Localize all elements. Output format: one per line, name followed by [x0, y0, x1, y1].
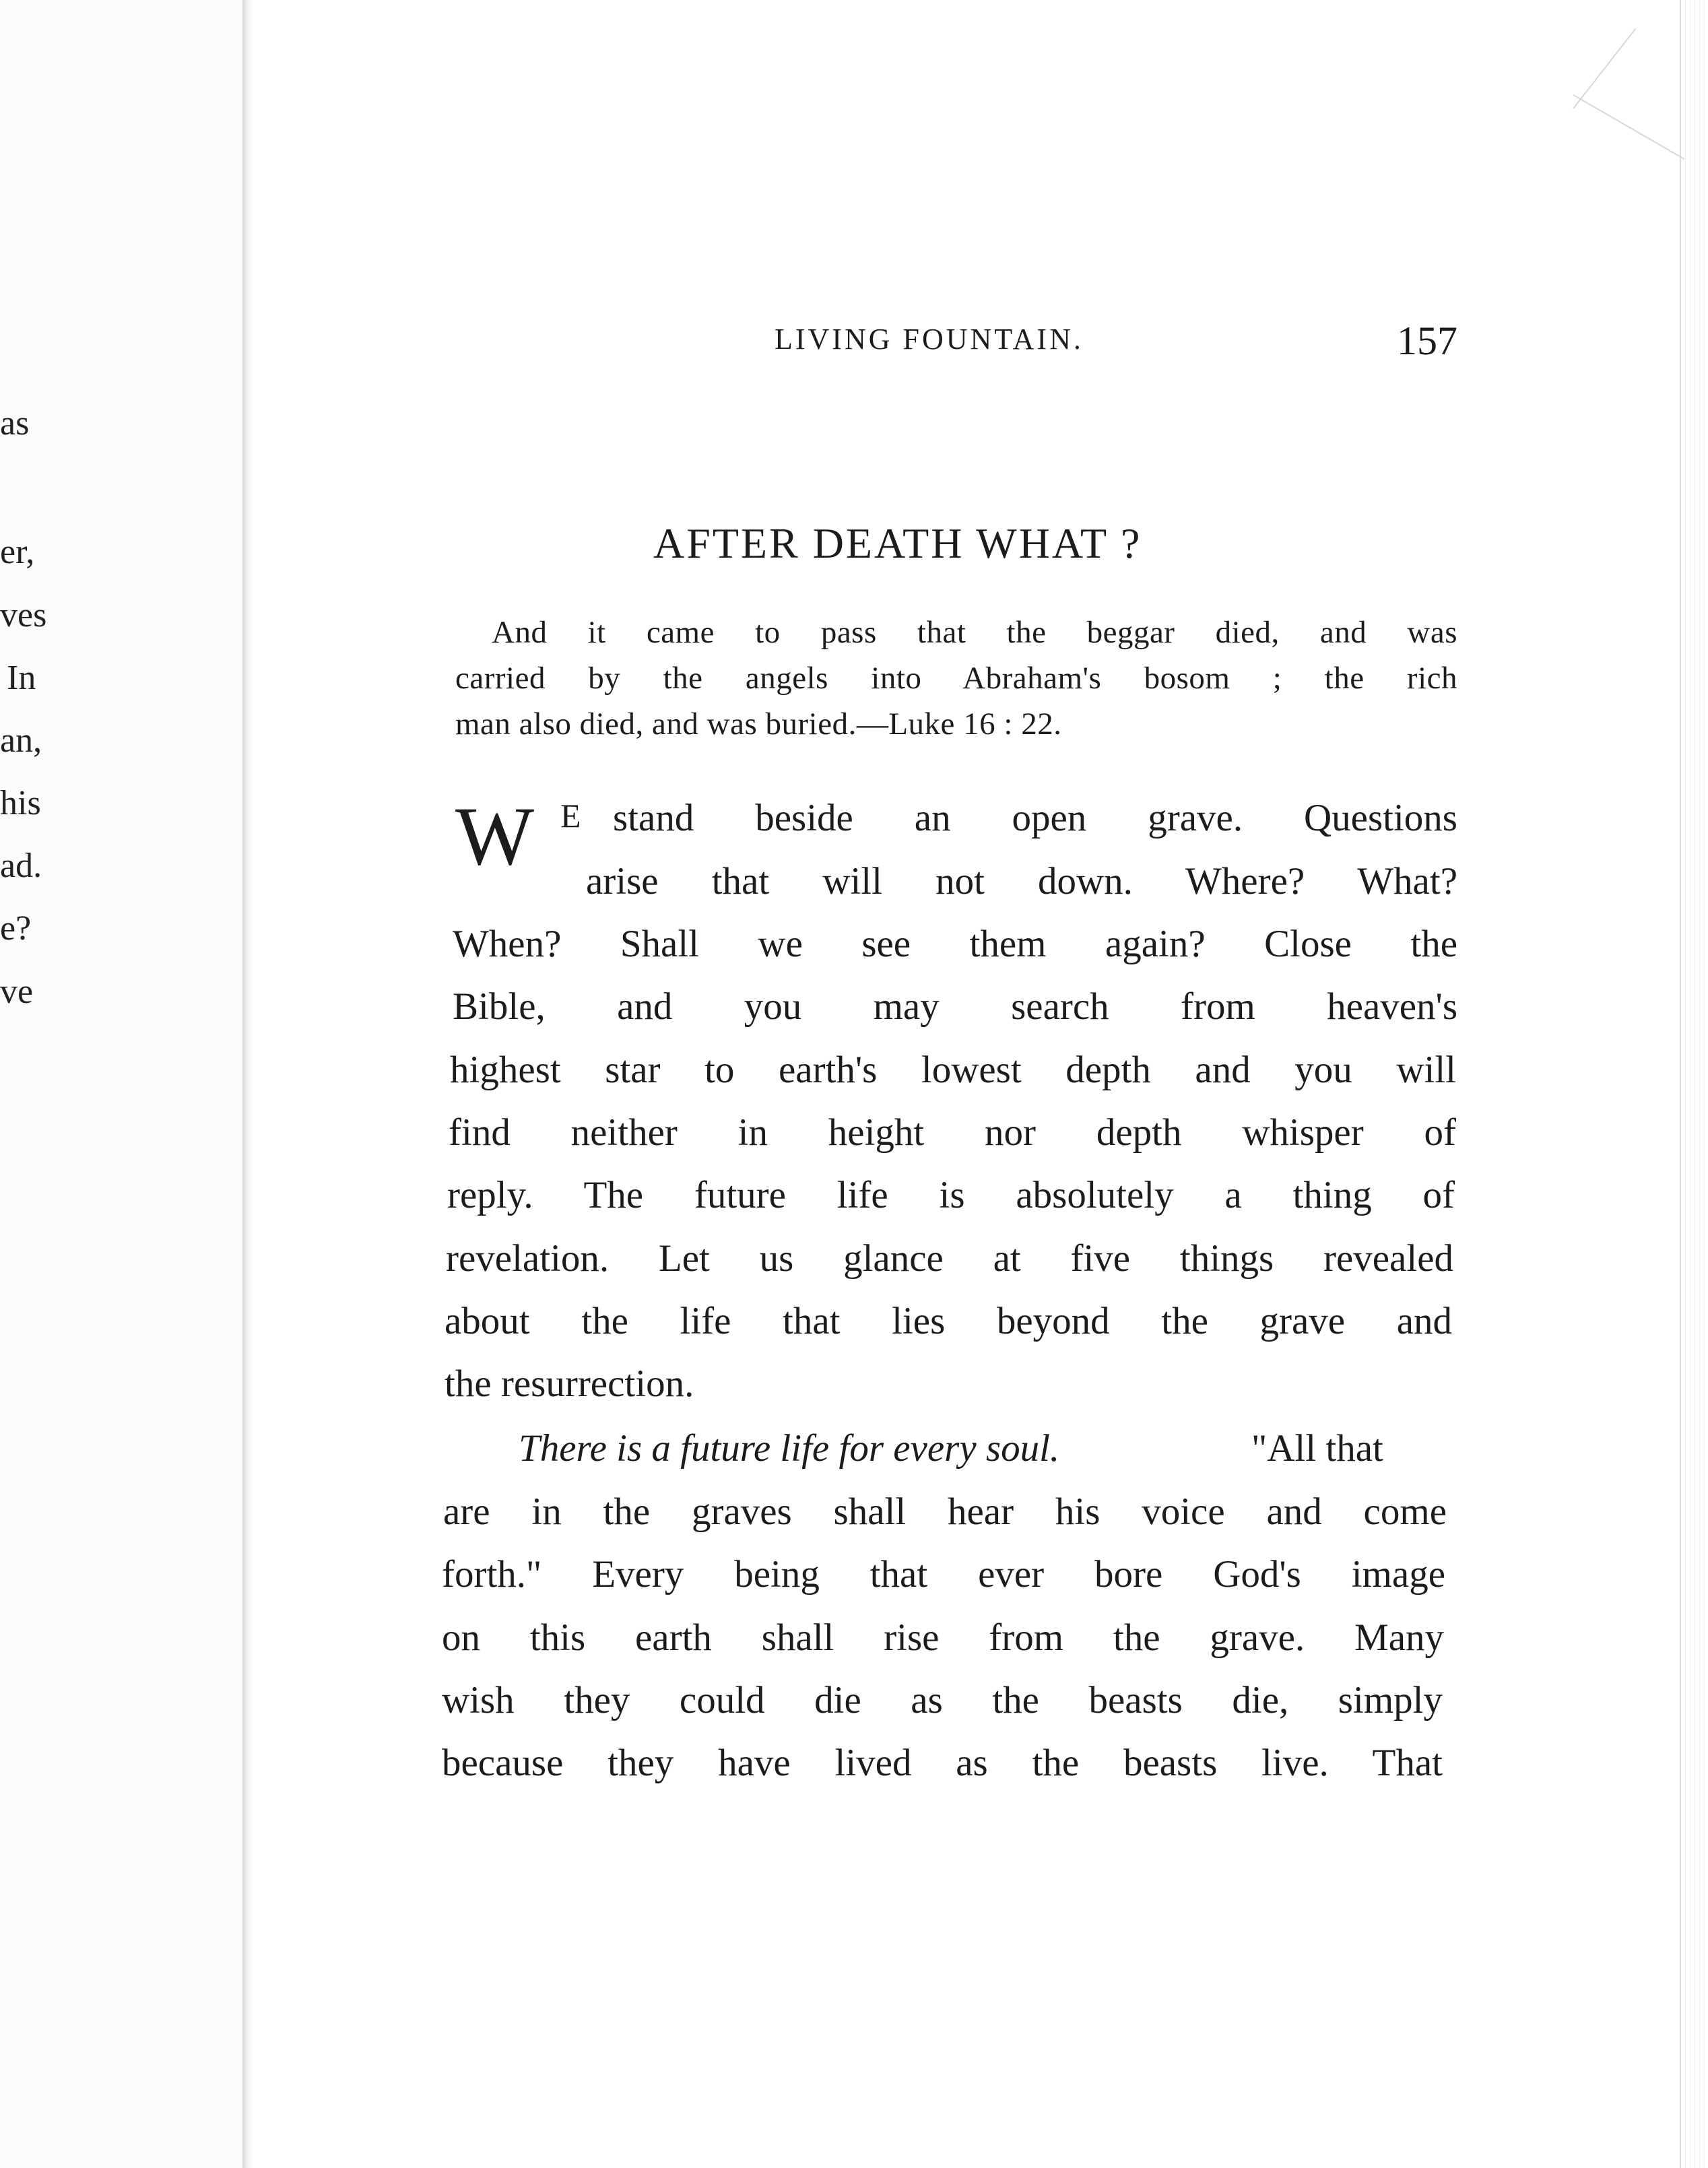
page-edge [1680, 0, 1708, 2168]
italic-lead: There is a future life for every soul. [519, 1427, 1060, 1470]
book-gutter [242, 0, 253, 2168]
body-line: wish they could die as the beasts die, simply [442, 1679, 1443, 1721]
epigraph-line: And it came to pass that the beggar died, and was [492, 615, 1457, 650]
drop-cap-tail: E [560, 797, 581, 834]
body-line: stand beside an open grave. Questions [613, 797, 1457, 839]
left-page-fragment: er, [0, 533, 35, 571]
left-page-fragment: as [0, 404, 30, 442]
body-line: are in the graves shall hear his voice and come [443, 1490, 1447, 1533]
previous-page [0, 0, 242, 2168]
body-line: on this earth shall rise from the grave. Many [442, 1616, 1444, 1659]
left-page-fragment: In [7, 659, 36, 697]
body-line: about the life that lies beyond the grave and [445, 1300, 1452, 1342]
body-line: revelation. Let us glance at five things revealed [446, 1237, 1453, 1280]
chapter-title: AFTER DEATH WHAT ? [653, 519, 1142, 567]
page-corner-mark [1573, 28, 1636, 108]
body-line: Bible, and you may search from heaven's [453, 985, 1457, 1028]
left-page-fragment: ves [0, 596, 47, 634]
left-page-fragment: his [0, 784, 41, 822]
body-line: arise that will not down. Where? What? [586, 860, 1457, 902]
body-line: "All that [1251, 1427, 1383, 1470]
body-line: highest star to earth's lowest depth and you will [450, 1049, 1456, 1091]
body-line: because they have lived as the beasts live. That [442, 1742, 1443, 1784]
body-line: find neither in height nor depth whisper of [449, 1111, 1456, 1154]
epigraph-line: carried by the angels into Abraham's bosom ; the rich [455, 661, 1457, 696]
left-page-fragment: ad. [0, 847, 42, 885]
page-corner-mark [1573, 94, 1685, 160]
body-line: When? Shall we see them again? Close the [453, 923, 1457, 965]
running-head: LIVING FOUNTAIN. [775, 323, 1084, 356]
left-page-fragment: an, [0, 721, 42, 760]
drop-cap: W [455, 790, 535, 882]
left-page-fragment: ve [0, 973, 34, 1011]
body-line: reply. The future life is absolutely a thing of [447, 1174, 1455, 1216]
epigraph-line: man also died, and was buried.—Luke 16 : 22. [455, 707, 1062, 742]
page-number: 157 [1397, 319, 1457, 363]
body-line: the resurrection. [445, 1362, 694, 1405]
body-line: forth." Every being that ever bore God's image [442, 1553, 1445, 1596]
left-page-fragment: e? [0, 909, 32, 948]
